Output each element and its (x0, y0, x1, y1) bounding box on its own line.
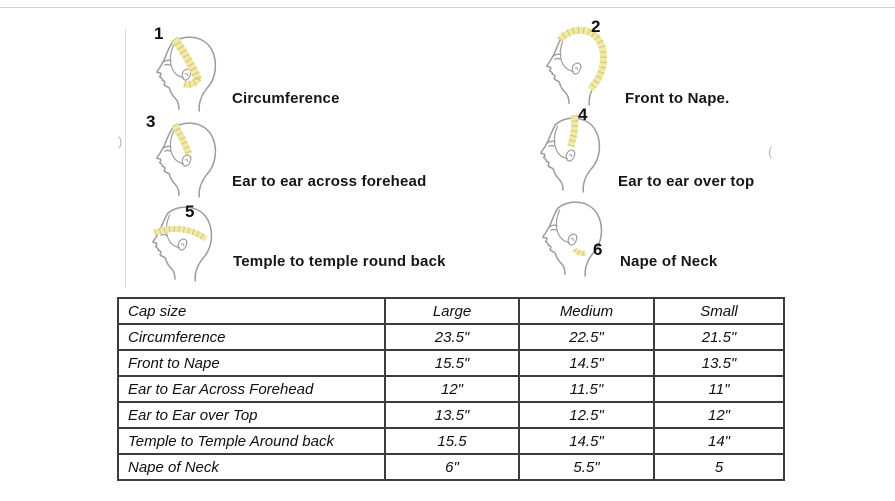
top-divider-line (0, 7, 895, 8)
measurement-value-cell: 14.5" (519, 428, 654, 454)
figure-circumference (140, 24, 232, 118)
figure-number-2: 2 (591, 17, 601, 36)
measurement-value-cell: 11" (654, 376, 784, 402)
measurement-name-cell: Ear to Ear over Top (118, 402, 385, 428)
figure-ear-to-ear-forehead (140, 112, 232, 204)
figure-number-5: 5 (185, 202, 195, 221)
measurement-value-cell: 12.5" (519, 402, 654, 428)
measurement-value-cell: 5 (654, 454, 784, 480)
column-header: Small (654, 298, 784, 324)
figure-number-4: 4 (578, 105, 588, 124)
label-ear-to-ear-forehead: Ear to ear across forehead (232, 173, 427, 190)
measurement-value-cell: 13.5" (385, 402, 519, 428)
table-row (118, 402, 784, 428)
measurement-name-cell: Nape of Neck (118, 454, 385, 480)
measurement-value-cell: 5.5" (519, 454, 654, 480)
figure-nape-of-neck (526, 195, 618, 283)
table-row (118, 454, 784, 480)
measurement-value-cell: 15.5 (385, 428, 519, 454)
measurement-value-cell: 14.5" (519, 350, 654, 376)
table-row (118, 376, 784, 402)
label-nape-of-neck: Nape of Neck (620, 253, 718, 270)
table-row (118, 324, 784, 350)
head-profile-nape-of-neck-illustration (526, 195, 618, 283)
stray-mark-left: ) (118, 134, 123, 149)
figure-front-to-nape (530, 17, 622, 112)
measurement-value-cell: 14" (654, 428, 784, 454)
measurement-value-cell: 6" (385, 454, 519, 480)
measurement-value-cell: 15.5" (385, 350, 519, 376)
figure-number-6: 6 (593, 240, 603, 259)
table-row (118, 350, 784, 376)
column-header: Large (385, 298, 519, 324)
measurement-value-cell: 11.5" (519, 376, 654, 402)
panel-left-border (125, 30, 126, 288)
measurement-value-cell: 13.5" (654, 350, 784, 376)
stray-mark-right: ( (768, 144, 773, 159)
measurement-value-cell: 12" (385, 376, 519, 402)
label-ear-to-ear-over-top: Ear to ear over top (618, 173, 755, 190)
measurement-value-cell: 12" (654, 402, 784, 428)
column-header: Cap size (118, 298, 385, 324)
measurement-name-cell: Front to Nape (118, 350, 385, 376)
figure-number-1: 1 (154, 24, 164, 43)
figure-number-3: 3 (146, 112, 156, 131)
measurement-value-cell: 21.5" (654, 324, 784, 350)
figure-temple-to-temple (136, 200, 228, 288)
head-profile-front-to-nape-illustration (530, 24, 622, 112)
measurement-value-cell: 22.5" (519, 324, 654, 350)
label-temple-to-temple: Temple to temple round back (233, 253, 446, 270)
table-row (118, 428, 784, 454)
column-header: Medium (519, 298, 654, 324)
measurement-name-cell: Ear to Ear Across Forehead (118, 376, 385, 402)
measurement-name-cell: Circumference (118, 324, 385, 350)
measurement-name-cell: Temple to Temple Around back (118, 428, 385, 454)
head-profile-circumference-illustration (140, 30, 232, 118)
measurement-value-cell: 23.5" (385, 324, 519, 350)
cap-size-table (117, 297, 785, 481)
head-profile-ear-to-ear-over-top-illustration (524, 111, 616, 199)
figure-ear-to-ear-over-top (524, 105, 616, 199)
label-front-to-nape: Front to Nape. (625, 90, 730, 107)
table-header-row (118, 298, 784, 324)
label-circumference: Circumference (232, 90, 340, 107)
head-profile-temple-to-temple-illustration (136, 200, 228, 288)
table-body (118, 324, 784, 480)
